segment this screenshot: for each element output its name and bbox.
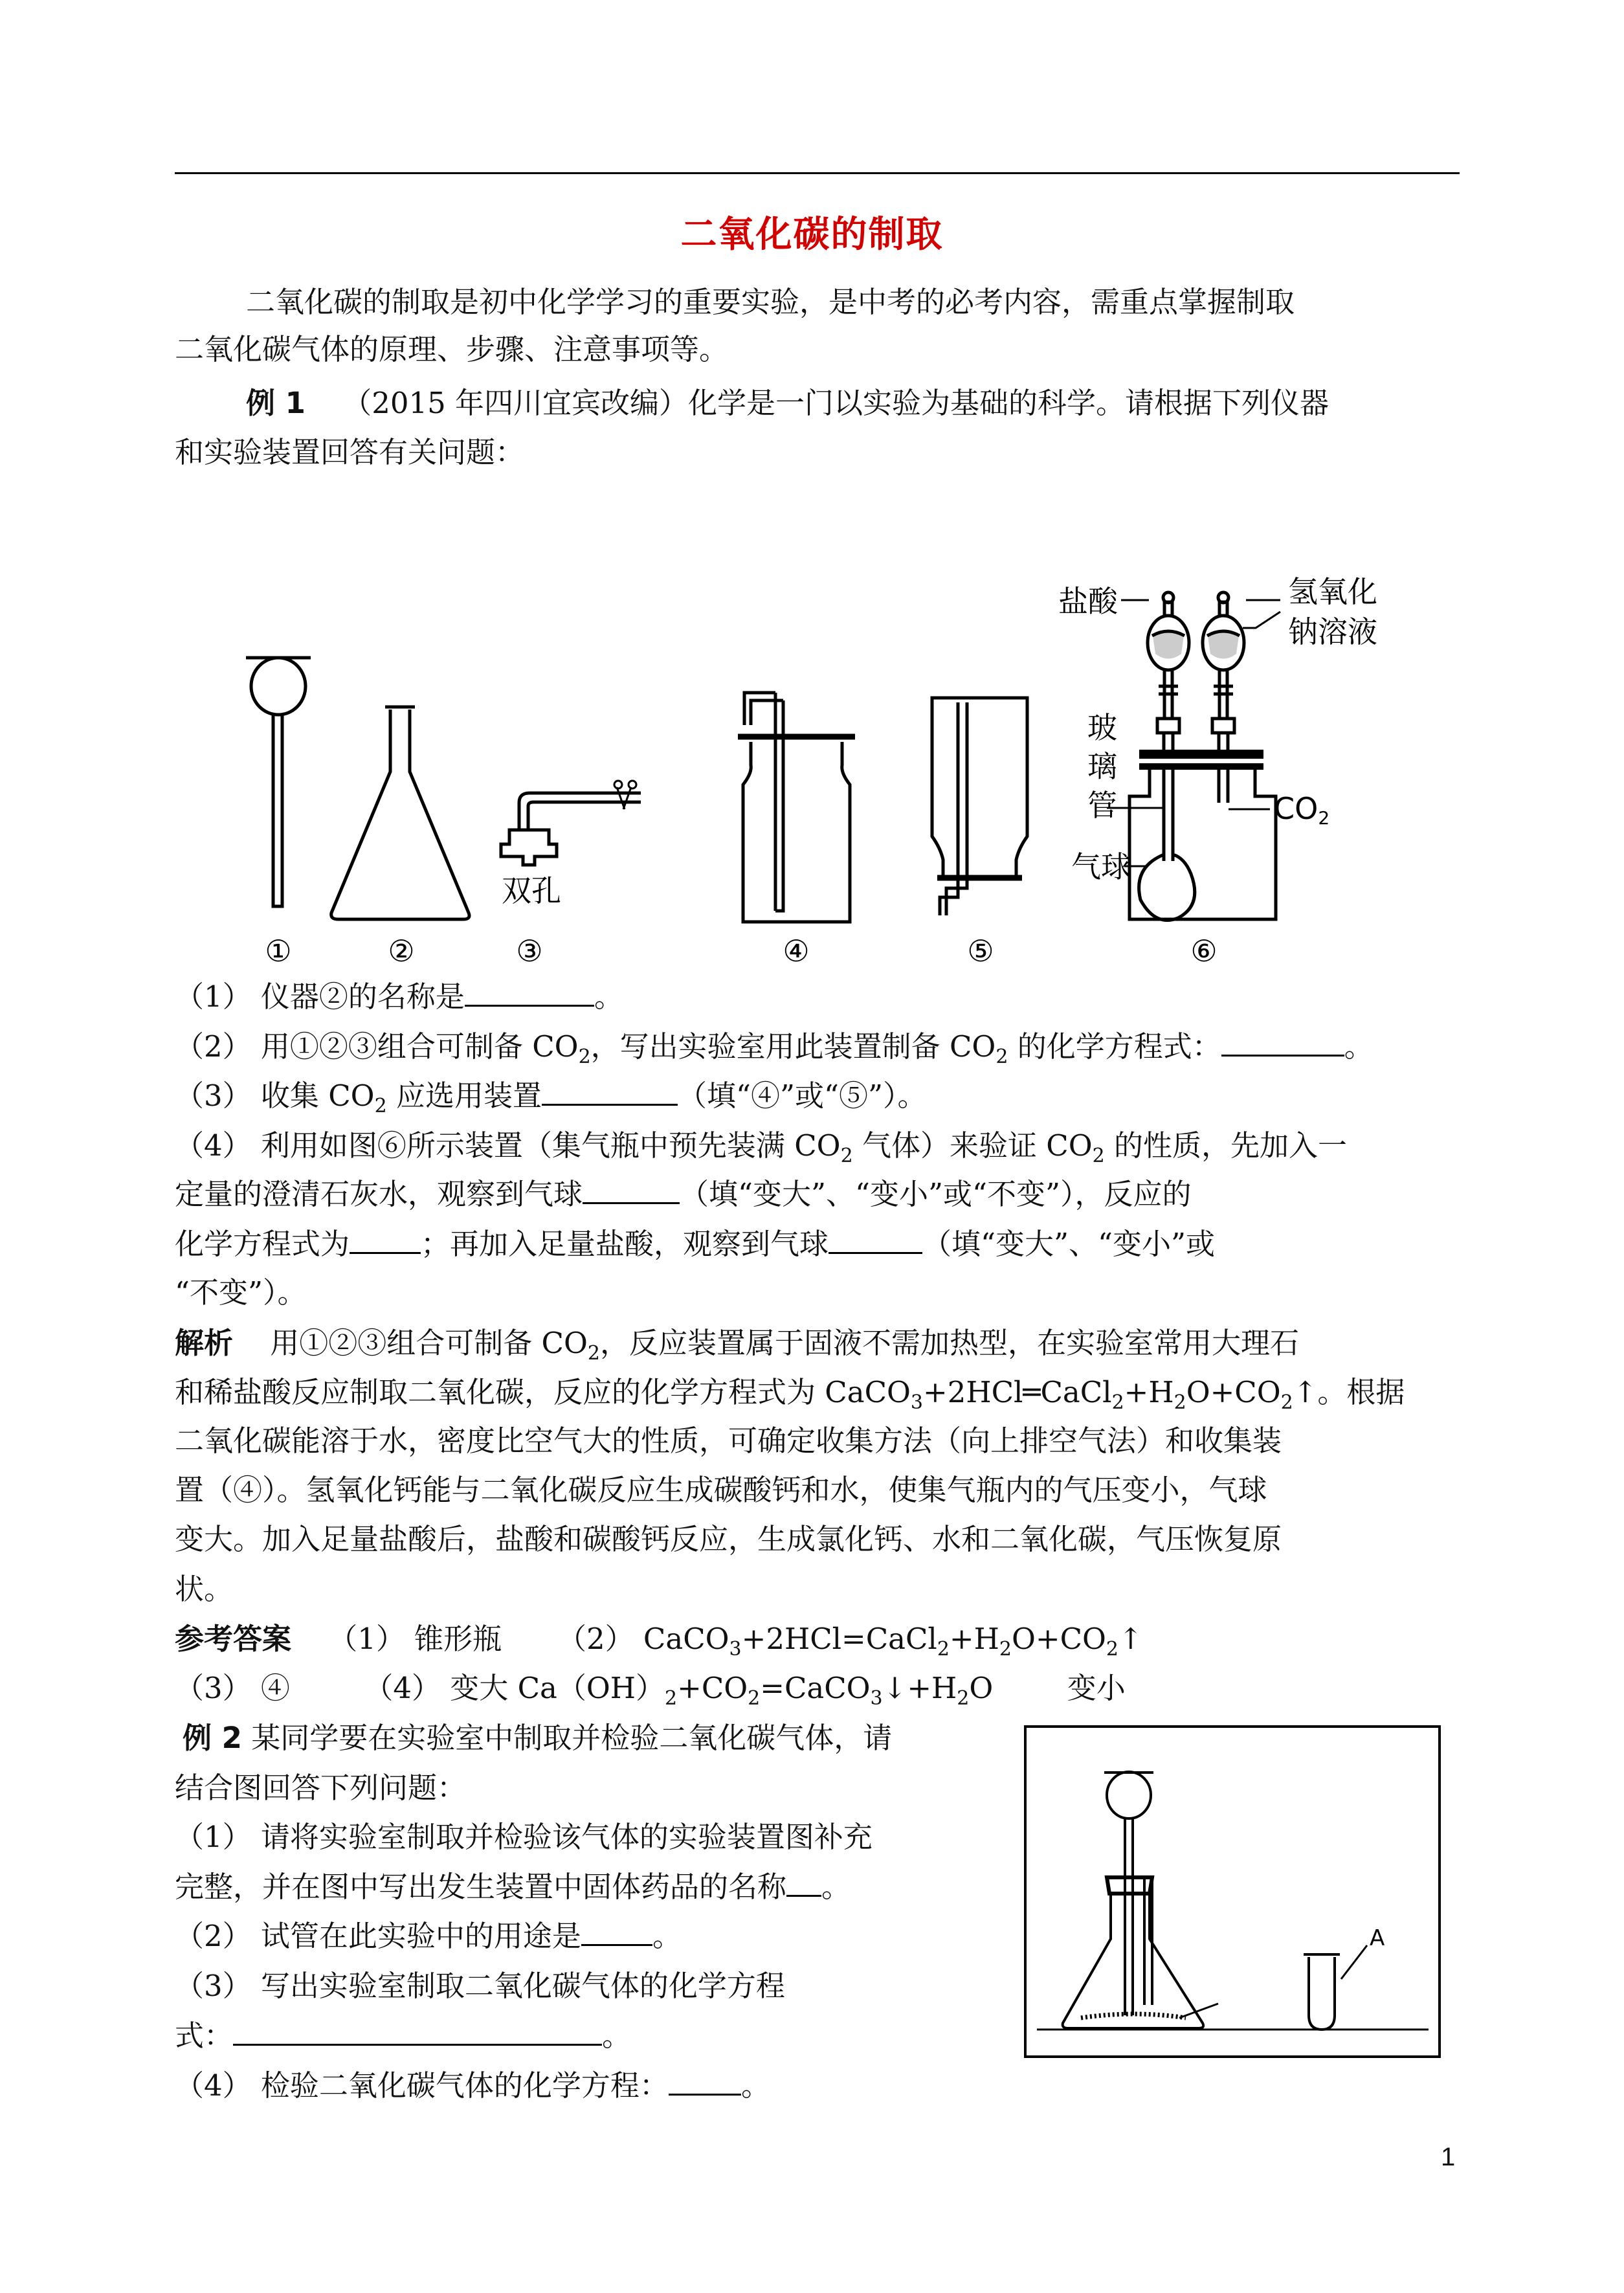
page-number: 1 [1441,2143,1456,2171]
example1-heading [246,381,1329,426]
label-3: ③ [516,934,543,968]
example1-text2: 和实验装置回答有关问题： [175,435,525,469]
test-tube-a [1309,1957,1335,2030]
ex2-q3-line2: 式： 。 [175,2013,631,2059]
label-hydrochloric-acid: 盐酸 [1058,584,1118,619]
label-guan: 管 [1087,788,1117,823]
ex1-q3: （3） 收集 $CO_2$ 应选用装置 （填“④”或“⑤”）。 [175,1073,927,1129]
answer-blank[interactable] [350,1222,421,1254]
label-li: 璃 [1087,749,1117,784]
gas-bottle-6 [1129,764,1276,919]
answers-line1: 参考答案 （1） 锥形瓶 （2） $CaCO_3+2HCl=CaCl_2+H_2O+CO_2↑$ [175,1622,1143,1661]
label-shuangkong: 双孔 [502,873,561,908]
ex1-q4-line4: “不变”）。 [175,1275,307,1310]
ex1-q2: （2） 用①②③组合可制备 $CO_2$，写出实验室用此装置制备 $CO_2$ 的化学方程式： 。 [175,1024,1374,1080]
label-2: ② [388,934,415,968]
ex2-line2: 结合图回答下列问题： [175,1771,467,1805]
label-5: ⑤ [967,934,994,968]
ex2-line1: 例 2 某同学要在实验室中制取并检验二氧化碳气体，请 [183,1721,893,1755]
ex2-q4: （4） 检验二氧化碳气体的化学方程： 。 [175,2063,770,2108]
example2-label: 例 2 [183,1721,242,1755]
ex1-q4-line1: （4） 利用如图⑥所示装置（集气瓶中预先装满 $CO_2$ 气体）来验证 $CO_2$ 的性质，先加入一 [175,1128,1348,1167]
example1-text1: （2015 年四川宜宾改编）化学是一门以实验为基础的科学。请根据下列仪器 [342,386,1329,420]
intro-line-1: 二氧化碳的制取是初中化学学习的重要实验，是中考的必考内容，需重点掌握制取 [246,285,1295,319]
label-naoh-1: 氢氧化 [1288,574,1377,609]
label-4: ④ [783,934,810,968]
ex2-q1-line1: （1） 请将实验室制取并检验该气体的实验装置图补充 [175,1820,873,1854]
funnel-bulb [251,658,306,715]
ex2-q3-line1: （3） 写出实验室制取二氧化碳气体的化学方程 [175,1969,785,2003]
answer-blank[interactable] [233,2014,602,2046]
label-naoh-2: 钠溶液 [1288,614,1377,649]
ex1-q4-line3: 化学方程式为 ；再加入足量盐酸，观察到气球 （填“变大”、“变小”或 [175,1222,1215,1267]
ex2-q2: （2） 试管在此实验中的用途是 。 [175,1914,682,1959]
analysis-line5: 变大。加入足量盐酸后，盐酸和碳酸钙反应，生成氯化钙、水和二氧化碳，气压恢复原 [175,1522,1282,1556]
label-6: ⑥ [1190,934,1218,968]
apparatus-figure [227,531,1443,984]
balloon [1139,855,1195,921]
gas-bottle-5 [932,698,1027,878]
label-balloon: 气球 [1071,849,1131,884]
analysis-line2: 和稀盐酸反应制取二氧化碳，反应的化学方程式为 $CaCO_3+2HCl═CaCl_2+H_2O+CO_2↑$。根据 [175,1375,1405,1414]
ex1-q1: （1） 仪器②的名称是 。 [175,974,623,1020]
analysis-label: 解析 [175,1326,234,1360]
analysis-line1: 解析 用①②③组合可制备 $CO_2$，反应装置属于固液不需加热型，在实验室常用大理石 [175,1326,1299,1365]
gas-bottle-4 [743,742,850,922]
analysis-line4: 置（④）。氢氧化钙能与二氧化碳反应生成碳酸钙和水，使集气瓶内的气压变小，气球 [175,1473,1267,1507]
conical-flask [331,710,469,919]
example1-label: 例 1 [246,386,306,420]
answer-blank[interactable] [542,1074,678,1106]
label-1: ① [265,934,292,968]
label-a: A [1370,1925,1385,1951]
two-hole-stopper [501,830,557,865]
answer-blank[interactable] [581,1914,652,1946]
ex2-q1-line2: 完整，并在图中写出发生装置中固体药品的名称 。 [175,1864,851,1910]
answers-line2: （3） ④ （4） 变大 $Ca(OH)_2+CO_2=CaCO_3↓+H_2O$ 变小 [175,1671,1126,1710]
answer-blank[interactable] [465,975,594,1007]
analysis-line3: 二氧化碳能溶于水，密度比空气大的性质，可确定收集方法（向上排空气法）和收集装 [175,1424,1282,1458]
answer-blank[interactable] [829,1222,922,1254]
answer-blank[interactable] [786,1865,821,1897]
intro-line-2: 二氧化碳气体的原理、步骤、注意事项等。 [175,332,729,366]
example2-figure [1024,1725,1442,2062]
answers-label: 参考答案 [175,1622,292,1656]
answer-blank[interactable] [1221,1025,1344,1057]
page-title: 二氧化碳的制取 [680,214,944,256]
label-co2: CO2 [1274,791,1330,829]
analysis-line6: 状。 [175,1572,234,1606]
ex1-q4-line2: 定量的澄清石灰水，观察到气球 （填“变大”、“变小”或“不变”），反应的 [175,1172,1192,1217]
header-rule [175,172,1460,174]
label-bo: 玻 [1087,710,1117,745]
answer-blank[interactable] [669,2064,741,2096]
answer-blank[interactable] [583,1172,680,1204]
